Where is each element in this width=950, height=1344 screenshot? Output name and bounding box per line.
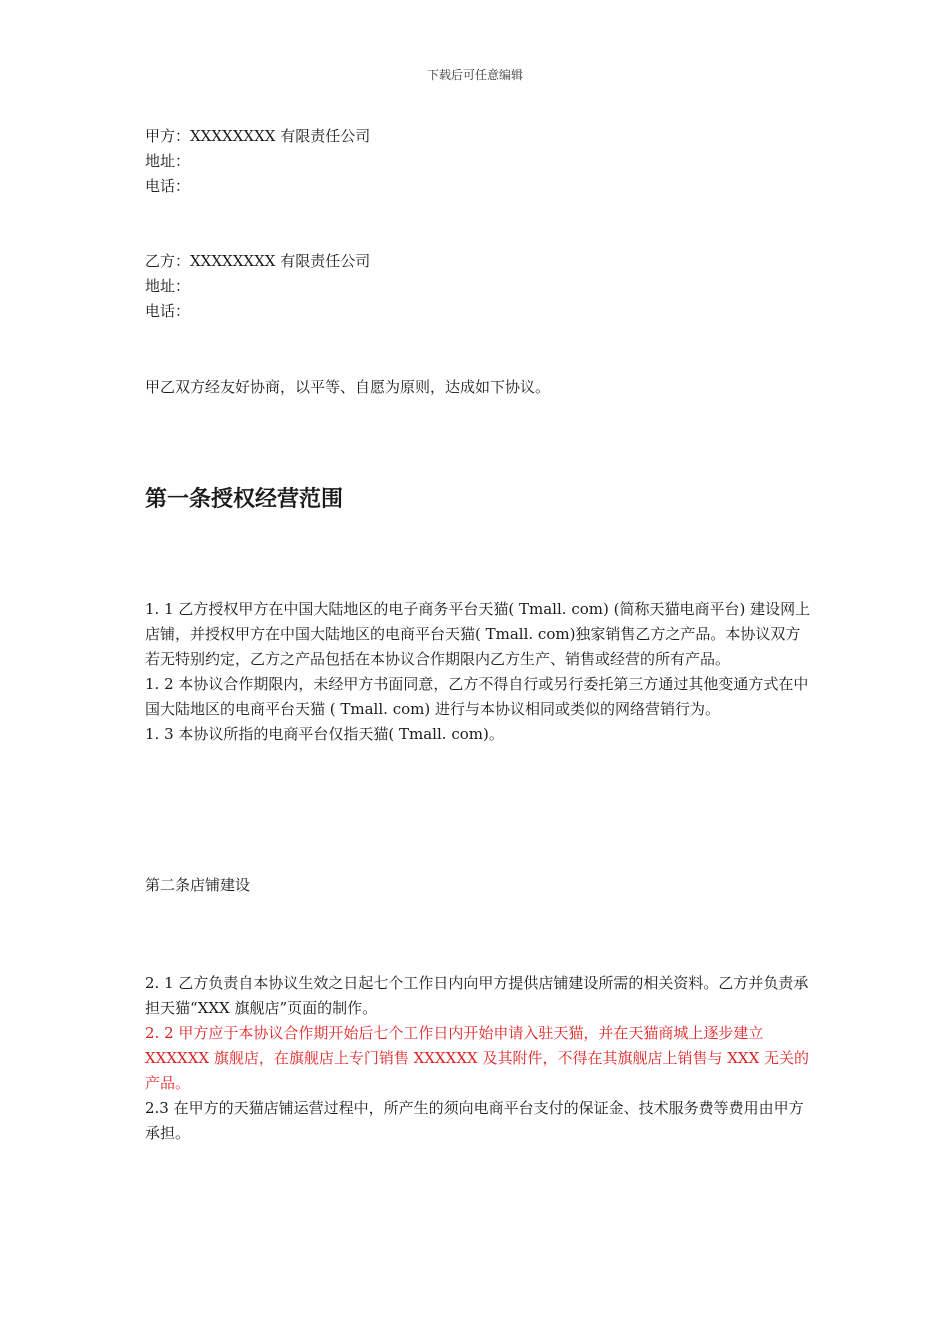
clause-1-3: 1. 3 本协议所指的电商平台仅指天猫( Tmall. com)。 <box>145 725 504 743</box>
party-a-address: 地址： <box>145 152 191 170</box>
party-b-name: 乙方：XXXXXXXX 有限责任公司 <box>145 252 371 270</box>
preamble: 甲乙双方经友好协商，以平等、自愿为原则，达成如下协议。 <box>145 378 551 396</box>
party-b-address: 地址： <box>145 277 191 295</box>
clause-2-1: 2. 1 乙方负责自本协议生效之日起七个工作日内向甲方提供店铺建设所需的相关资料。乙方并负责承担天猫“XXX 旗舰店”页面的制作。 <box>145 974 809 1017</box>
party-b-block <box>145 249 813 324</box>
party-a-block <box>145 124 813 199</box>
header-note: 下载后可任意编辑 <box>426 68 523 82</box>
article2-clauses <box>145 971 813 1146</box>
clause-1-1: 1. 1 乙方授权甲方在中国大陆地区的电子商务平台天猫( Tmall. com) (简称天猫电商平台) 建设网上店铺，并授权甲方在中国大陆地区的电商平台天猫( Tmall. com)独家销售乙方之产品。本协议双方若无特别约定，乙方之产品包括在本协议合作期限内乙方生产、销售或经营的所有产品。 <box>145 600 811 668</box>
clause-2-3: 2.3 在甲方的天猫店铺运营过程中，所产生的须向电商平台支付的保证金、技术服务费等费用由甲方承担。 <box>145 1099 804 1142</box>
article1-title: 第一条授权经营范围 <box>145 486 344 512</box>
clause-1-2: 1. 2 本协议合作期限内，未经甲方书面同意，乙方不得自行或另行委托第三方通过其他变通方式在中国大陆地区的电商平台天猫 ( Tmall. com) 进行与本协议相同或类似的网络营销行为。 <box>145 675 809 718</box>
article2-title: 第二条店铺建设 <box>145 876 251 894</box>
party-b-phone: 电话： <box>145 302 191 320</box>
party-a-name: 甲方：XXXXXXXX 有限责任公司 <box>145 127 371 145</box>
article1-clauses <box>145 597 813 747</box>
clause-2-2: 2. 2 甲方应于本协议合作期开始后七个工作日内开始申请入驻天猫，并在天猫商城上逐步建立 XXXXXX 旗舰店，在旗舰店上专门销售 XXXXXX 及其附件，不得在其旗舰店上销售与 XXX 无关的产品。 <box>145 1024 810 1092</box>
party-a-phone: 电话： <box>145 177 191 195</box>
